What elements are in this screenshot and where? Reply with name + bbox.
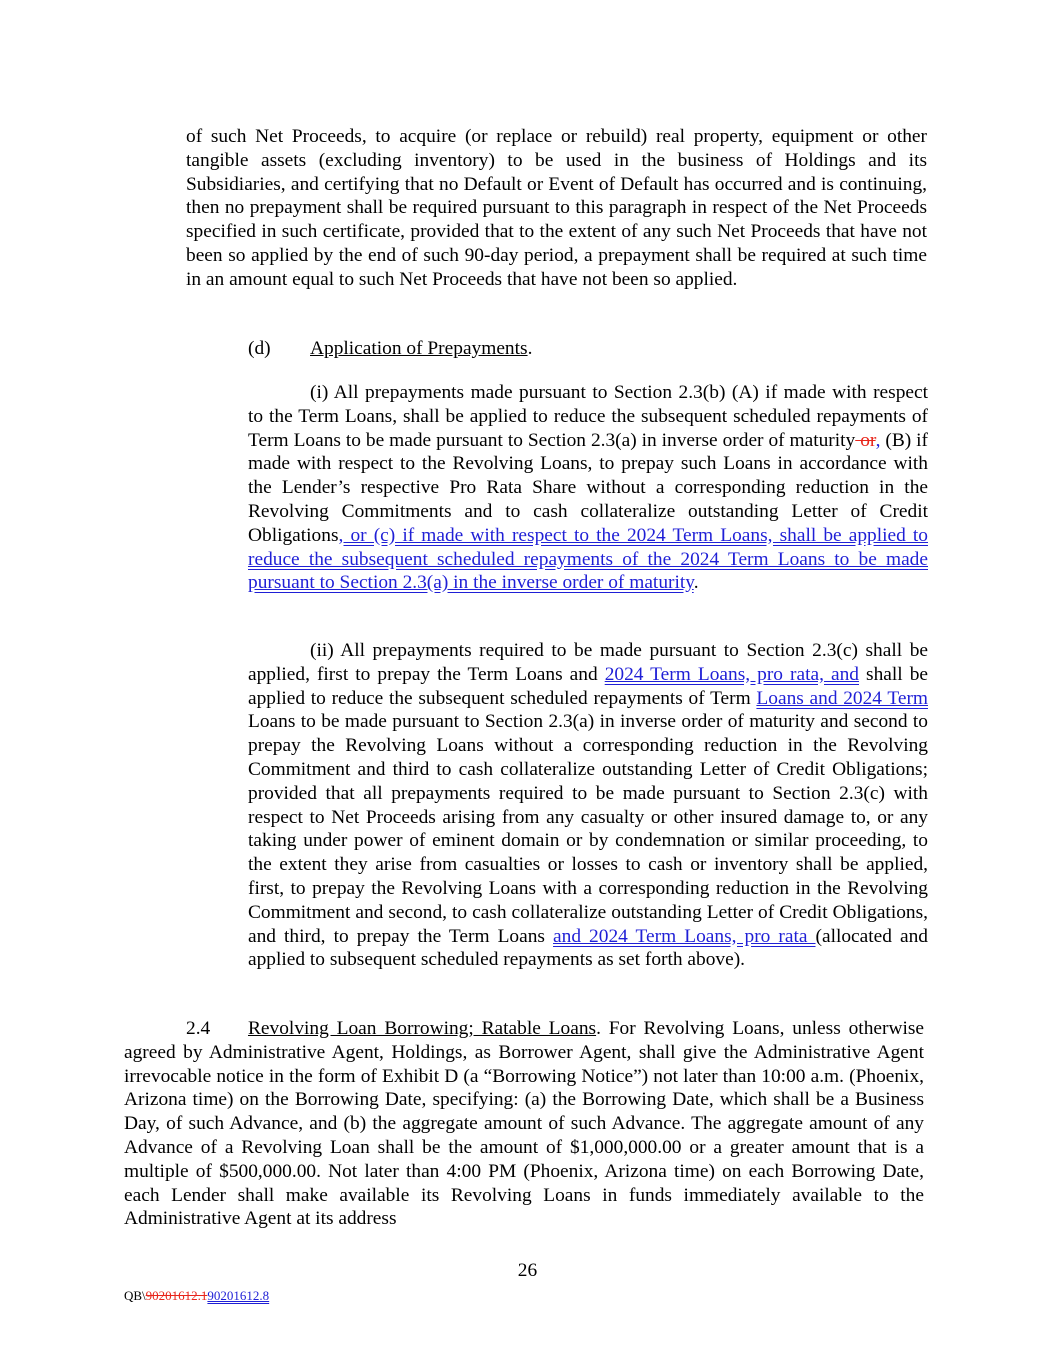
text-run: (i) All prepayments made pursuant to Section 2.3(b) (A) if made with respect to the Term Loans, shall be applied to reduce the subsequent scheduled repayments of Term Loans to be made pursuant to Section 2.3(a) in inverse order of maturity [248,382,928,451]
text-run: (ii) All prepayments required to be made pursuant to Section 2.3(c) shall be applied, first to prepay the Term Loans and [248,640,928,685]
heading-period: . [527,338,533,359]
paragraph-section-2-4 [124,1017,924,1231]
page-number: 26 [517,1260,538,1281]
inserted-text: , [875,429,881,451]
section-heading-d [248,337,928,361]
section-title: Revolving Loan Borrowing; Ratable Loans [248,1018,597,1039]
inserted-text: , or (c) if made with respect to the 2024 Term Loans, shall be applied to reduce the subsequent scheduled repayments of the 2024 Term Loans to be made pursuant to Section 2.3(a) in the inverse order of maturity [248,524,928,594]
inserted-text: and 2024 Term Loans, pro rata [553,925,816,947]
text-run: shall be applied to reduce the subsequent scheduled repayments of Term [248,663,928,709]
text-run: Loans to be made pursuant to Section 2.3(a) in inverse order of maturity and second to prepay the Revolving Loans without a corresponding reduction in the Revolving Commitment and third to cash collateralize outstanding Letter of Credit Obligations; provided that all prepayments required to be made pursuant to Section 2.3(c) with respect to Net Proceeds arising from any casualty or other insured damage to, or any taking under power of eminent domain or by condemnation or similar proceeding, to the extent they arise from casualties or losses to cash or inventory shall be applied, first, to prepay the Revolving Loans with a corresponding reduction in the Revolving Commitment and second, to cash collateralize outstanding Letter of Credit Obligations, and third, to prepay the Term Loans [248,711,928,947]
document-id [124,1288,269,1304]
paragraph-prepayments-ii [248,639,928,972]
text-run: (B) if made with respect to the Revolving Loans, to prepay such Loans in accordance with the Lender’s respective Pro Rata Share without a corresponding reduction in the Revolving Commitments and to cash collateralize outstanding Letter of Credit Obligations [248,429,929,546]
doc-id-prefix: QB\ [124,1288,146,1303]
text-run: (allocated and applied to subsequent scheduled repayments as set forth above). [248,925,928,971]
paragraph-prepayments-i [248,381,928,595]
text-run: . For Revolving Loans, unless otherwise agreed by Administrative Agent, Holdings, as Borrower Agent, shall give the Administrative Agent irrevocable notice in the form of Exhibit D (a “Borrowing Notice”) not later than 10:00 a.m. (Phoenix, Arizona time) on the Borrowing Date, specifying: (a) the Borrowing Date, which shall be a Business Day, of such Advance, and (b) the aggregate amount of such Advance. The aggregate amount of any Advance of a Revolving Loan shall be the amount of $1,000,000.00 or a greater amount that is a multiple of $500,000.00. Not later than 4:00 PM (Phoenix, Arizona time) on each Borrowing Date, each Lender shall make available its Revolving Loans in funds immediately available to the Administrative Agent at its address [124,1018,924,1230]
inserted-text: Loans and 2024 Term [756,687,928,709]
deleted-text: or [855,429,876,451]
inserted-text: 2024 Term Loans, pro rata, and [604,663,859,685]
paragraph-net-proceeds: of such Net Proceeds, to acquire (or replace or rebuild) real property, equipment or other tangible assets (excluding inventory) to be used in the business of Holdings and its Subsidiaries, and certifying that no Default or Event of Default has occurred and is continuing, then no prepayment shall be required pursuant to this paragraph in respect of the Net Proceeds specified in such certificate, provided that to the extent of any such Net Proceeds that have not been so applied by the end of such 90-day period, a prepayment shall be required at such time in an amount equal to such Net Proceeds that have not been so applied. [186,126,927,290]
doc-id-inserted: 90201612.8 [207,1288,270,1303]
text-run: . [693,572,699,594]
section-number: 2.4 [186,1018,211,1039]
heading-number: (d) [248,338,271,359]
heading-title: Application of Prepayments [310,338,528,359]
doc-id-deleted: 90201612.1 [145,1288,208,1303]
